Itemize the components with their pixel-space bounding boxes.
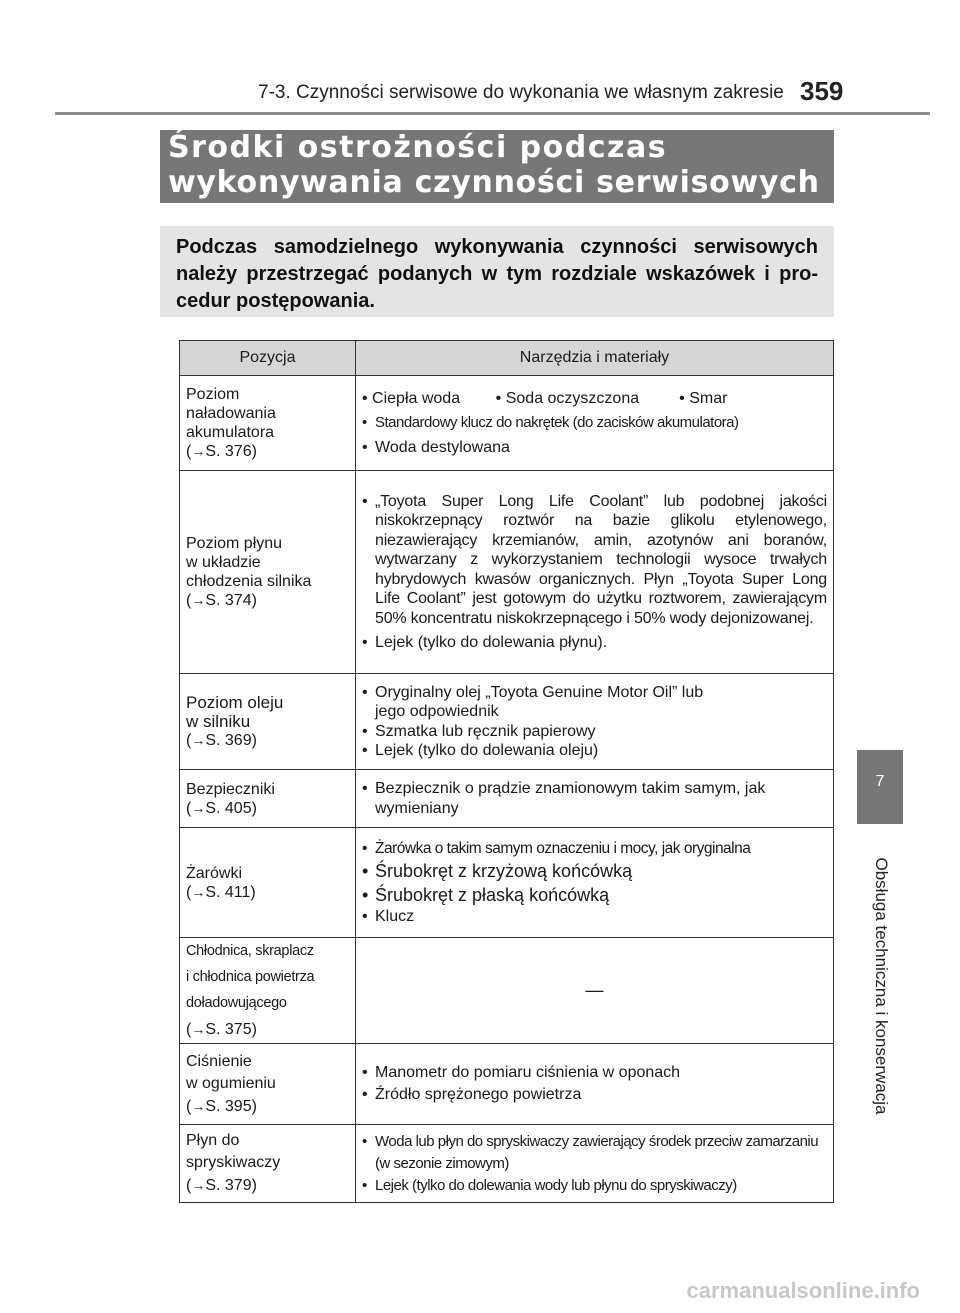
position-text: chłodzenia silnika <box>186 573 312 590</box>
position-text: naładowania <box>186 405 276 422</box>
position-text: w układzie <box>186 554 261 571</box>
intro-box <box>160 226 834 317</box>
tools-cell <box>356 471 834 674</box>
tools-cell <box>356 828 834 938</box>
table-row <box>180 1125 834 1203</box>
position-text: akumulatora <box>186 424 275 441</box>
tools-cell <box>356 376 834 471</box>
position-cell <box>180 471 356 674</box>
list-item: • Bezpiecznik o prądzie znamionowym takim samym, jak wymieniany <box>362 780 766 817</box>
page-reference: (→S. 405) <box>186 799 257 817</box>
empty-dash: — <box>585 980 604 1000</box>
list-item: • Woda destylowana <box>362 438 510 456</box>
position-cell <box>180 770 356 828</box>
position-text: w silniku <box>186 712 251 731</box>
position-text: Płyn do <box>186 1132 240 1149</box>
page-title <box>160 130 834 203</box>
position-text: doładowującego <box>186 995 287 1011</box>
page-number: 359 <box>800 76 844 106</box>
page-title-line-1: Środki ostrożności podczas <box>168 130 668 165</box>
list-item: • Lejek (tylko do dolewania oleju) <box>362 742 599 759</box>
chapter-tab: 7 <box>857 750 903 824</box>
position-cell <box>180 376 356 471</box>
page-reference: (→S. 376) <box>186 443 257 460</box>
page-reference: (→S. 375) <box>186 1021 257 1038</box>
page-reference: (→S. 369) <box>186 732 257 749</box>
position-text: w ogumieniu <box>186 1074 276 1092</box>
table-row <box>180 674 834 770</box>
tools-cell <box>356 1044 834 1125</box>
tools-cell <box>356 674 834 770</box>
list-item: • Źródło sprężonego powietrza <box>362 1086 582 1103</box>
tools-table <box>179 340 834 1203</box>
arrow-right-icon: → <box>191 732 206 748</box>
table-row <box>180 938 834 1044</box>
table-row <box>180 376 834 471</box>
intro-line-1: Podczas samodzielnego wykonywania czynności serwisowych <box>176 236 818 258</box>
list-item: • Żarówka o takim samym oznaczeniu i mocy, jak oryginalna <box>362 840 751 857</box>
position-text: Poziom <box>186 386 240 403</box>
page-reference: (→S. 374) <box>186 592 257 609</box>
column-header-position: Pozycja <box>180 341 356 376</box>
position-cell <box>180 828 356 938</box>
position-text: spryskiwaczy <box>186 1154 281 1171</box>
table-row <box>180 471 834 674</box>
intro-line-3: cedur postępowania. <box>176 290 375 312</box>
position-cell <box>180 1125 356 1203</box>
watermark: carmanualsonline.info <box>686 1278 920 1303</box>
position-text: Ciśnienie <box>186 1052 252 1070</box>
table-header-row <box>180 341 834 376</box>
arrow-right-icon: → <box>191 1177 206 1193</box>
arrow-right-icon: → <box>191 592 206 608</box>
position-text: Poziom oleju <box>186 693 284 712</box>
page-reference: (→S. 411) <box>186 883 256 901</box>
list-item: • Woda lub płyn do spryskiwaczy zawierający środek przeciw zamarzaniu (w sezonie zimowym) <box>362 1132 819 1172</box>
table-row <box>180 1044 834 1125</box>
arrow-right-icon: → <box>191 1097 206 1114</box>
arrow-right-icon: → <box>191 883 206 900</box>
tools-cell <box>356 770 834 828</box>
position-text: Żarówki <box>186 864 243 882</box>
list-item: • „Toyota Super Long Life Coolant” lub podobnej jakości niskokrzepnący roztwór na bazie glikolu etylenowego, niezawierający krzemianów, amin, azotynów ani boranów, wytwarzany z wykorzystaniem technologii wysoce trwałych hybrydowych kwasów organicznych. Płyn „Toyota Super Long Life Coolant” jest gotowym do użytku roztworem, zawierającym 50% koncentratu niskokrzepnącego i 50% wody dejonizowanej. <box>362 492 827 627</box>
list-item: • Ciepła woda • Soda oczyszczona • Smar <box>362 390 728 407</box>
chapter-label: Obsługa techniczna i konserwacja <box>872 857 891 1115</box>
list-item: • Śrubokręt z krzyżową końcówką <box>362 860 633 881</box>
page-reference: (→S. 395) <box>186 1097 257 1115</box>
header-rule <box>55 112 930 115</box>
tools-cell <box>356 1125 834 1203</box>
intro-line-2: należy przestrzegać podanych w tym rozdziale wskazówek i pro- <box>176 263 818 285</box>
arrow-right-icon: → <box>191 1021 206 1037</box>
list-item: • Lejek (tylko do dolewania płynu). <box>362 634 608 651</box>
list-item: • Lejek (tylko do dolewania wody lub płynu do spryskiwaczy) <box>362 1176 737 1194</box>
position-cell <box>180 1044 356 1125</box>
position-text: Bezpieczniki <box>186 780 275 798</box>
section-header: 7-3. Czynności serwisowe do wykonania we własnym zakresie <box>258 82 784 103</box>
page-reference: (→S. 379) <box>186 1177 257 1194</box>
position-text: i chłodnica powietrza <box>186 969 315 985</box>
list-item: • Standardowy klucz do nakrętek (do zacisków akumulatora) <box>362 414 739 431</box>
list-item: • Manometr do pomiaru ciśnienia w oponach <box>362 1064 681 1081</box>
list-item: • Oryginalny olej „Toyota Genuine Motor Oil” lub jego odpowiednik <box>362 683 704 720</box>
list-item: • Śrubokręt z płaską końcówką <box>362 884 610 905</box>
page-title-line-2: wykonywania czynności serwisowych <box>168 165 820 200</box>
arrow-right-icon: → <box>191 443 206 459</box>
list-item: • Klucz <box>362 907 415 925</box>
column-header-tools: Narzędzia i materiały <box>356 341 834 376</box>
tools-cell <box>356 938 834 1044</box>
position-text: Poziom płynu <box>186 535 283 552</box>
table-row <box>180 770 834 828</box>
arrow-right-icon: → <box>191 799 206 816</box>
table-row <box>180 828 834 938</box>
position-text: Chłodnica, skraplacz <box>186 943 314 959</box>
position-cell <box>180 938 356 1044</box>
list-item: • Szmatka lub ręcznik papierowy <box>362 722 596 740</box>
position-cell <box>180 674 356 770</box>
